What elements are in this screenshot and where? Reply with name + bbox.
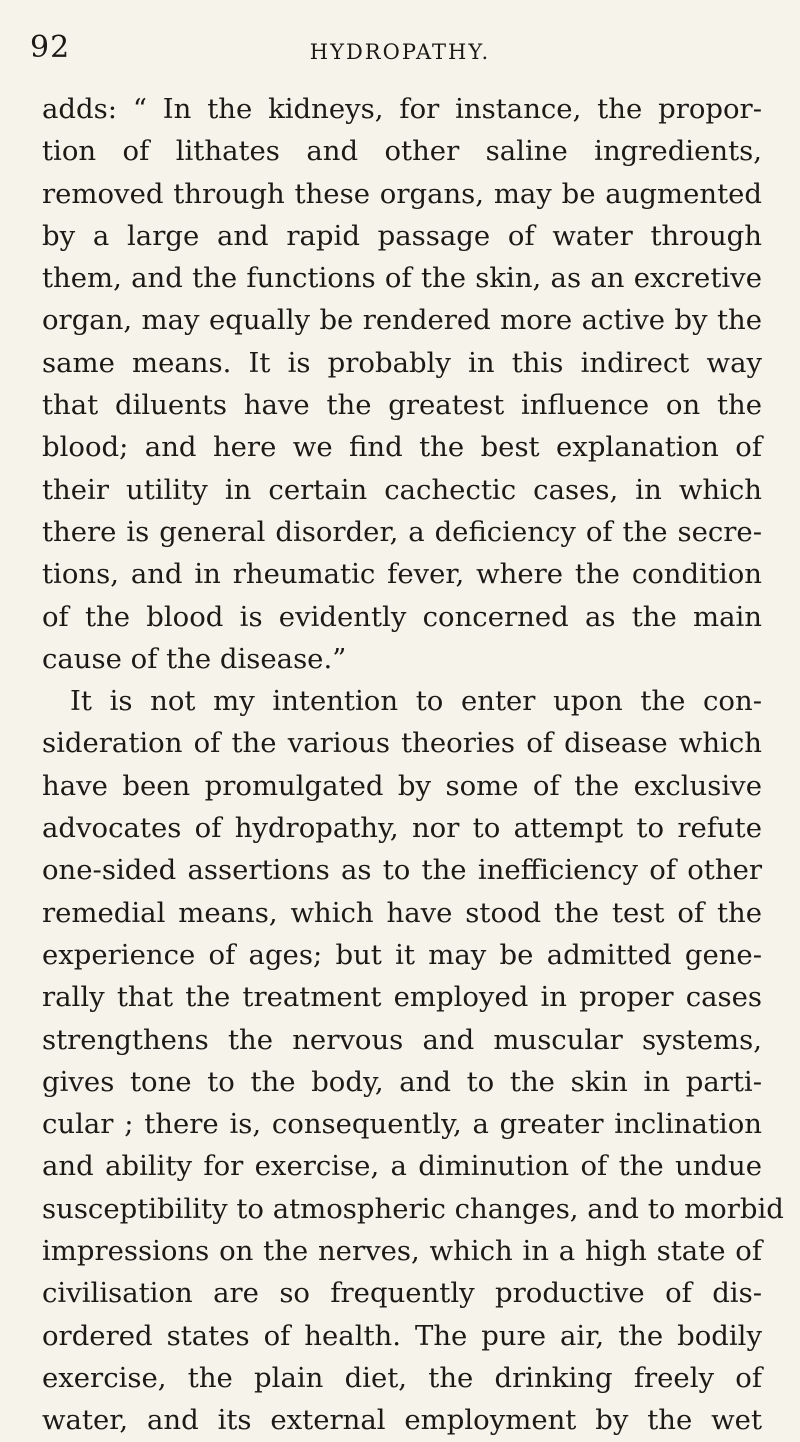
- page-number: 92: [30, 30, 71, 65]
- text-line: rally that the treatment employed in proper cases: [42, 981, 762, 1014]
- text-line: exercise, the plain diet, the drinking freely of: [42, 1361, 762, 1394]
- text-line: impressions on the nerves, which in a high state of: [42, 1235, 762, 1268]
- text-line: of the blood is evidently concerned as the main: [42, 600, 762, 633]
- text-line: ordered states of health. The pure air, the bodily: [42, 1319, 762, 1352]
- text-line: susceptibility to atmospheric changes, and to morbid: [42, 1192, 784, 1225]
- text-line: organ, may equally be rendered more active by the: [42, 304, 762, 337]
- text-line: strengthens the nervous and muscular systems,: [42, 1023, 762, 1056]
- text-line: water, and its external employment by the wet: [42, 1404, 762, 1437]
- text-line: experience of ages; but it may be admitted gene-: [42, 938, 762, 971]
- running-head: HYDROPATHY.: [309, 40, 491, 64]
- text-line: tion of lithates and other saline ingredients,: [42, 135, 762, 168]
- text-line: that diluents have the greatest influence on the: [42, 389, 762, 422]
- text-line: cause of the disease.”: [42, 642, 347, 675]
- text-line: removed through these organs, may be augmented: [42, 177, 762, 210]
- text-line: sideration of the various theories of disease which: [42, 727, 762, 760]
- text-line: It is not my intention to enter upon the con-: [70, 685, 762, 718]
- text-line: have been promulgated by some of the exclusive: [42, 769, 762, 802]
- text-line: civilisation are so frequently productive of dis-: [42, 1277, 762, 1310]
- text-line: same means. It is probably in this indirect way: [42, 346, 762, 379]
- body-text: [42, 88, 784, 1442]
- text-line: cular ; there is, consequently, a greater inclination: [42, 1108, 762, 1141]
- text-line: their utility in certain cachectic cases, in which: [42, 473, 762, 506]
- text-line: blood; and here we find the best explanation of: [42, 431, 762, 464]
- text-line: adds: “ In the kidneys, for instance, the propor-: [42, 93, 762, 125]
- text-line: and ability for exercise, a diminution of the undue: [42, 1150, 762, 1183]
- text-line: gives tone to the body, and to the skin in parti-: [42, 1065, 762, 1098]
- text-line: them, and the functions of the skin, as an excretive: [42, 262, 762, 295]
- text-line: there is general disorder, a deficiency of the secre-: [42, 515, 762, 548]
- text-line: remedial means, which have stood the test of the: [42, 896, 762, 929]
- text-line: one-sided assertions as to the inefficiency of other: [42, 854, 762, 887]
- text-line: by a large and rapid passage of water through: [42, 219, 762, 252]
- text-line: tions, and in rheumatic fever, where the condition: [42, 558, 762, 591]
- text-line: advocates of hydropathy, nor to attempt to refute: [42, 812, 762, 845]
